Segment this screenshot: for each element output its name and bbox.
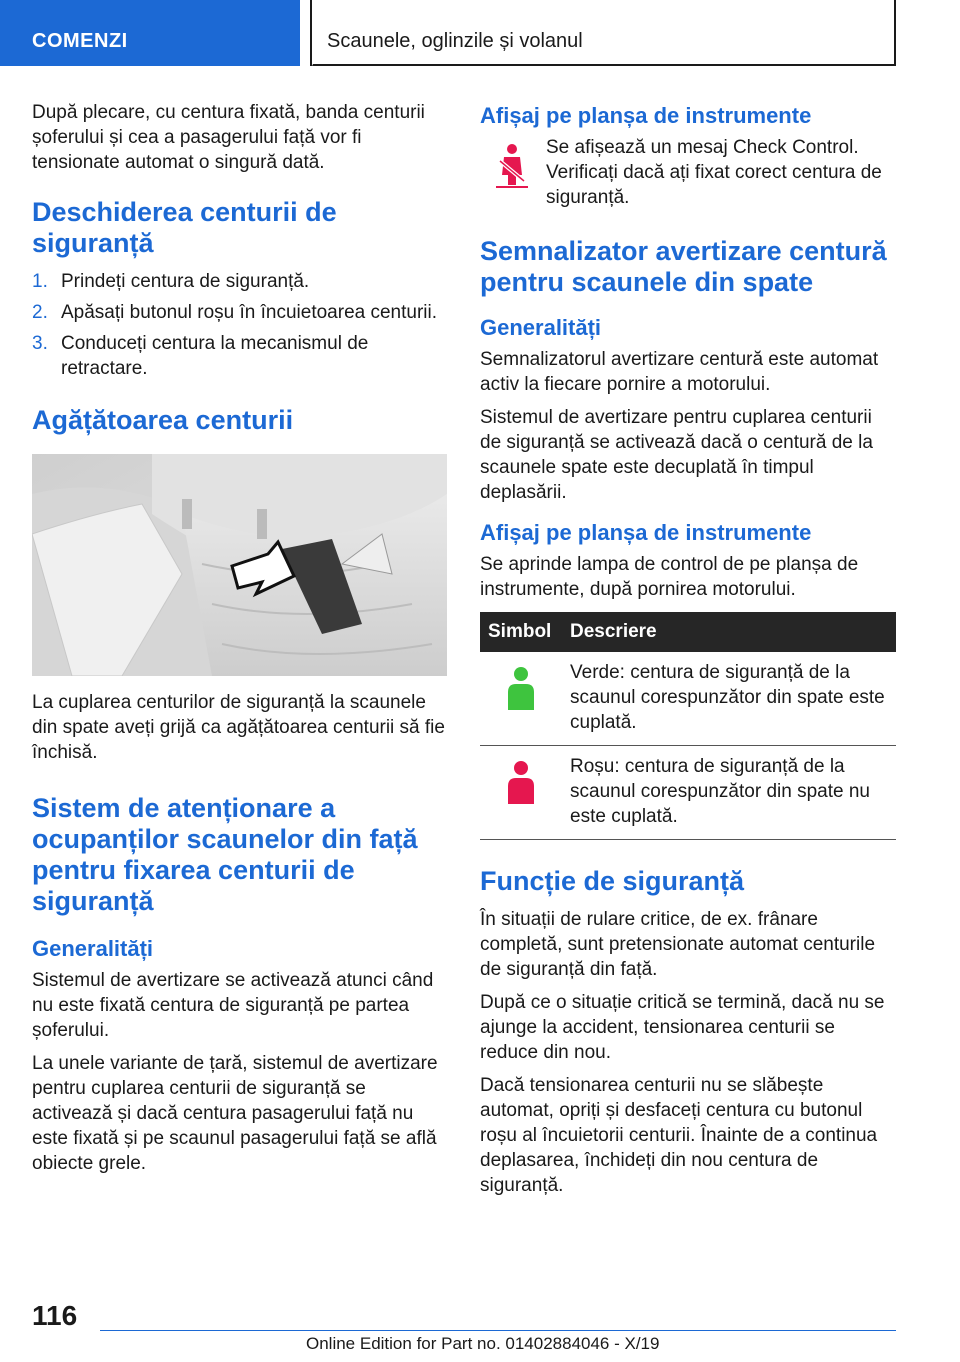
heading-safety-function: Funcție de siguranță (480, 866, 745, 896)
front-paragraph-1: Sistemul de avertizare se activează atunci când nu este fixată centura de siguranță pe partea șoferului. (32, 970, 434, 1041)
footer-edition: Online Edition for Part no. 01402884046 - X/19 (306, 1334, 660, 1353)
chapter-tab (312, 0, 896, 66)
safety-paragraph-1: În situații de rulare critice, de ex. frânare completă, sunt pretensionate automat centurile de siguranță din față. (480, 909, 876, 980)
display-2-text: Se aprinde lampa de control de pe planșa de instrumente, după pornirea motorului. (480, 554, 859, 600)
heading-belt-hook: Agățătoarea centurii (32, 405, 294, 435)
list-item (32, 331, 450, 381)
page-number: 116 (32, 1300, 78, 1331)
section-tab (0, 0, 300, 66)
col-description-header: Descriere (562, 612, 896, 652)
step-number: 1. (32, 271, 48, 292)
table-header-row (480, 612, 896, 652)
symbol-table (480, 612, 896, 840)
open-belt-steps (32, 269, 450, 381)
person-red-icon (480, 746, 562, 840)
check-control-text: Se afișează un mesaj Check Control. Verificați dacă ați fixat corect centura de siguranță. (546, 137, 882, 208)
safety-paragraph-3: Dacă tensionarea centurii nu se slăbește automat, opriți și desfaceți centura cu butonul roșu al încuietorii centurii. Înainte de a continua deplasarea, închideți din nou centura de siguranță. (480, 1075, 878, 1196)
table-cell-description: Roșu: centura de siguranță de la scaunul corespunzător din spate nu este cuplată. (562, 746, 896, 840)
right-column (480, 100, 898, 1206)
heading-open-belt: Deschiderea centurii de siguranță (32, 197, 337, 258)
step-number: 3. (32, 333, 48, 354)
table-row (480, 746, 896, 840)
step-text: Apăsați butonul roșu în încuietoarea centurii. (61, 302, 438, 323)
table-cell-description: Verde: centura de siguranță de la scaunul corespunzător din spate este cuplată. (562, 652, 896, 746)
front-paragraph-2: La unele variante de țară, sistemul de avertizare pentru cuplarea centurii de siguranță se activează și dacă centura pasagerului față nu este fixată și pe scaunul pasagerului față se află obiecte grele. (32, 1053, 438, 1174)
person-green-icon (480, 652, 562, 746)
table-row (480, 652, 896, 746)
chapter-tab-label: Scaunele, oglinzile și volanul (327, 30, 583, 52)
heading-display-1: Afișaj pe planșa de instrumente (480, 103, 812, 128)
heading-general-front: Generalități (32, 936, 154, 961)
heading-general-rear: Generalități (480, 315, 602, 340)
seat-illustration (32, 454, 447, 676)
rear-paragraph-1: Semnalizatorul avertizare centură este automat activ la fiecare pornire a motorului. (480, 349, 879, 395)
left-column (32, 100, 450, 1184)
heading-rear-warning: Semnalizator avertizare centură pentru scaunele din spate (480, 236, 887, 297)
footer-divider (100, 1330, 896, 1331)
heading-display-2: Afișaj pe planșa de instrumente (480, 520, 812, 545)
step-number: 2. (32, 302, 48, 323)
belt-hook-photo (32, 454, 447, 676)
list-item (32, 300, 450, 325)
list-item (32, 269, 450, 294)
rear-paragraph-2: Sistemul de avertizare pentru cuplarea centurii de siguranță se activează dacă o centură de la scaunele spate este decuplată în timpul deplasării. (480, 407, 873, 503)
check-control-row (480, 135, 898, 210)
col-symbol-header: Simbol (480, 612, 562, 652)
belt-hook-text: La cuplarea centurilor de siguranță la scaunele din spate aveți grijă ca agățătoarea centurii să fie închisă. (32, 692, 445, 763)
section-tab-label: COMENZI (32, 30, 128, 52)
heading-front-warning: Sistem de atenționare a ocupanților scaunelor din față pentru fixarea centurii de siguranță (32, 793, 418, 916)
step-text: Prindeți centura de siguranță. (61, 271, 310, 292)
intro-paragraph: După plecare, cu centura fixată, banda centurii șoferului și cea a pasagerului față vor fi tensionate automat o singură dată. (32, 102, 425, 173)
step-text: Conduceți centura la mecanismul de retractare. (61, 333, 369, 379)
safety-paragraph-2: După ce o situație critică se termină, dacă nu se ajunge la accident, tensionarea centurii se reduce din nou. (480, 992, 885, 1063)
seatbelt-warning-icon (480, 135, 546, 194)
